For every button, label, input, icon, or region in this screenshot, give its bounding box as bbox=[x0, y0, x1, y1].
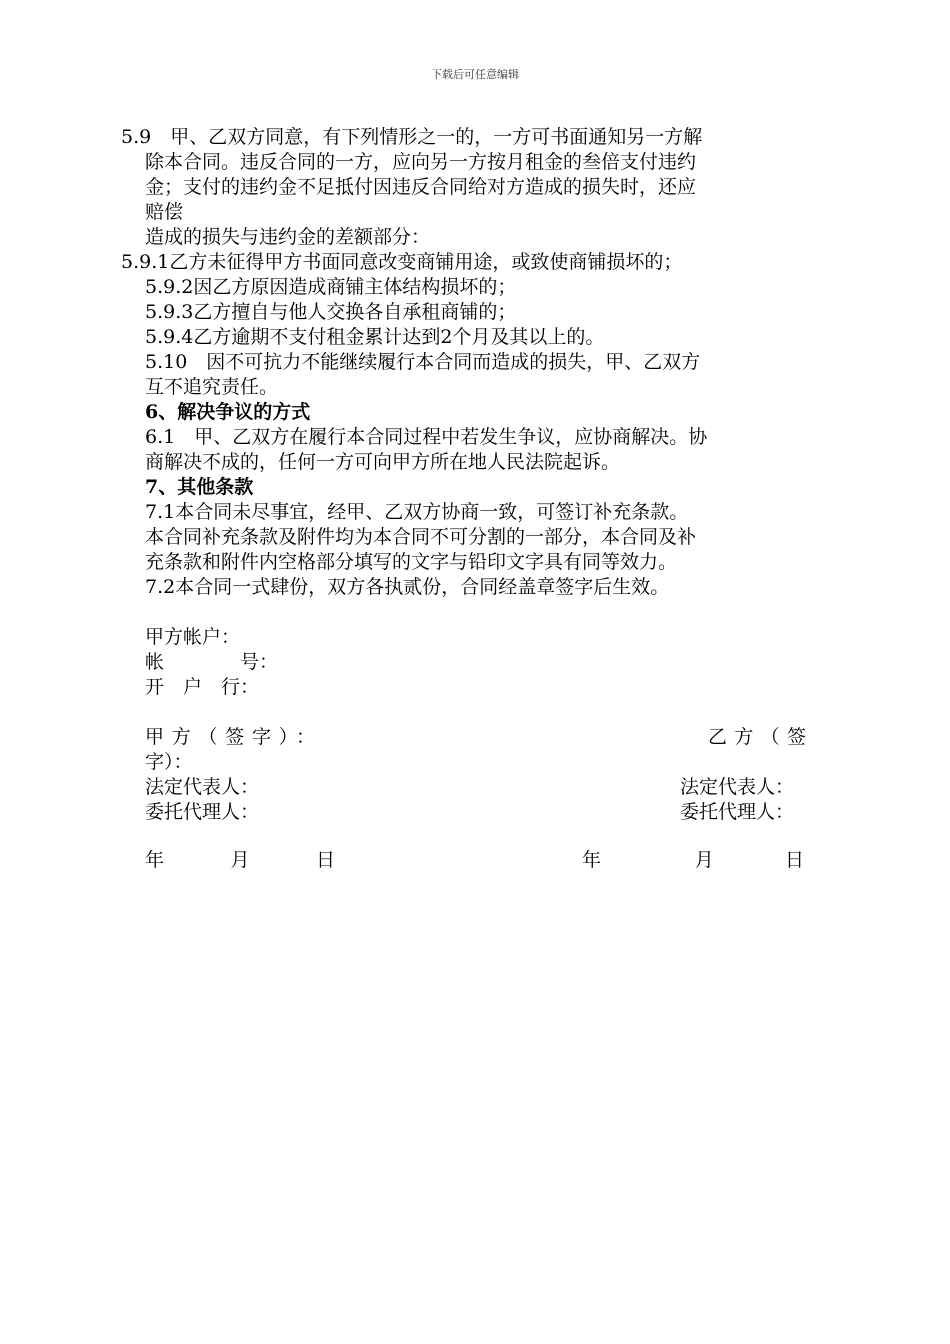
clause-7-1-line-3: 充条款和附件内空格部分填写的文字与铅印文字具有同等效力。 bbox=[145, 551, 678, 573]
party-a-legal-rep: 法定代表人： bbox=[145, 776, 260, 798]
clause-5-9-2: 5.9.2因乙方原因造成商铺主体结构损坏的； bbox=[145, 276, 517, 298]
party-b-date: 年 月 日 bbox=[582, 849, 804, 871]
clause-5-9-line-4: 赔偿 bbox=[145, 201, 184, 223]
clause-7-1-line-1: 7.1本合同未尽事宜，经甲、乙双方协商一致，可签订补充条款。 bbox=[145, 501, 689, 523]
section-7-heading: 7、其他条款 bbox=[145, 476, 254, 498]
party-b-legal-rep: 法定代表人： bbox=[680, 776, 795, 798]
clause-6-1-line-1: 6.1 甲、乙双方在履行本合同过程中若发生争议，应协商解决。协 bbox=[145, 426, 708, 448]
clause-5-9-line-1: 5.9 甲、乙双方同意，有下列情形之一的，一方可书面通知另一方解 bbox=[121, 126, 703, 148]
account-bank-label: 开 户 行： bbox=[145, 676, 260, 698]
section-6-heading: 6、解决争议的方式 bbox=[145, 401, 311, 423]
clause-5-9-line-2: 除本合同。违反合同的一方，应向另一方按月租金的叁倍支付违约 bbox=[145, 151, 697, 173]
clause-5-9-1: 5.9.1乙方未征得甲方书面同意改变商铺用途，或致使商铺损坏的； bbox=[121, 251, 683, 273]
account-title: 甲方帐户： bbox=[145, 626, 241, 648]
party-a-date: 年 月 日 bbox=[145, 849, 335, 871]
party-b-agent: 委托代理人： bbox=[680, 801, 795, 823]
clause-5-10-line-2: 互不追究责任。 bbox=[145, 376, 279, 398]
clause-5-9-3: 5.9.3乙方擅自与他人交换各自承租商铺的； bbox=[145, 301, 517, 323]
party-a-agent: 委托代理人： bbox=[145, 801, 260, 823]
party-b-signature-label: 乙方（签 bbox=[708, 726, 806, 748]
clause-7-2: 7.2本合同一式肆份，双方各执贰份，合同经盖章签字后生效。 bbox=[145, 576, 670, 598]
party-b-signature-label-cont: 字）： bbox=[145, 751, 193, 773]
party-a-signature-label: 甲方（签字）： bbox=[145, 726, 315, 748]
clause-6-1-line-2: 商解决不成的，任何一方可向甲方所在地人民法院起诉。 bbox=[145, 451, 621, 473]
clause-5-10-line-1: 5.10 因不可抗力不能继续履行本合同而造成的损失，甲、乙双方 bbox=[145, 351, 701, 373]
page-header: 下载后可任意编辑 bbox=[431, 68, 519, 81]
account-number-label: 帐 号： bbox=[145, 651, 279, 673]
clause-5-9-line-5: 造成的损失与违约金的差额部分： bbox=[145, 226, 431, 248]
clause-7-1-line-2: 本合同补充条款及附件均为本合同不可分割的一部分，本合同及补 bbox=[145, 526, 697, 548]
clause-5-9-line-3: 金；支付的违约金不足抵付因违反合同给对方造成的损失时，还应 bbox=[145, 176, 697, 198]
clause-5-9-4: 5.9.4乙方逾期不支付租金累计达到2个月及其以上的。 bbox=[145, 326, 605, 348]
